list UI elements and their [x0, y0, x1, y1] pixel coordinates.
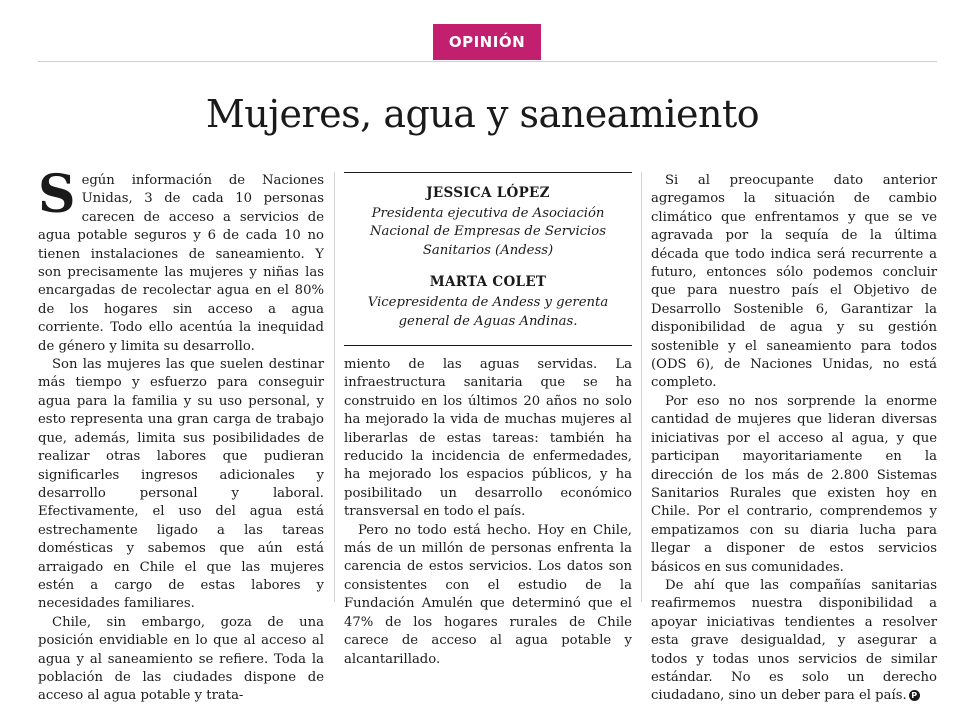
- column-divider-1: [334, 172, 335, 602]
- column-divider-2: [641, 172, 642, 602]
- author-role-1: Presidenta ejecutiva de Asociación Nacional de Empresas de Servicios Sanitarios (Andess): [370, 206, 606, 258]
- paragraph-1: [38, 164, 324, 356]
- section-tag: [433, 24, 541, 60]
- paragraph-8-text: De ahí que las compañías sanitarias reafirmemos nuestra disponibilidad a apoyar iniciativas tendientes a resolver esta grave desigualdad, y asegurar a todos y todas unos servicios de similar estándar. No es solo un derecho ciudadano, sino un deber para el país.: [651, 577, 937, 704]
- author-box-bottom-rule: [344, 345, 632, 346]
- author-box: [344, 172, 632, 346]
- section-label: OPINIÓN: [448, 33, 526, 51]
- paragraph-7: Por eso no nos sorprende la enorme cantidad de mujeres que lideran diversas iniciativas por el acceso al agua, y que participan mayoritariamente en la dirección de los más de 2.800 Sistemas Sanitarios Rurales que existen hoy en Chile. Por el contrario, comprendemos y empatizamos con su diaria lucha para llegar a disponer de estos servicios básicos en sus comunidades.: [651, 393, 937, 575]
- paragraph-6: Si al preocupante dato anterior agregamos la situación de cambio climático que enfrentamos y que se ve agravada por la sequía de la última década que todo indica será recurrente a futuro, entonces sólo podemos concluir que para nuestro país el Objetivo de Desarrollo Sostenible 6, Garantizar la disponibilidad de agua y su gestión sostenible y el saneamiento para todos (ODS 6), de Naciones Unidas, no está completo.: [651, 173, 937, 391]
- author-box-top-rule: [344, 172, 632, 173]
- headline: Mujeres, agua y saneamiento: [205, 92, 760, 136]
- author-name-2: MARTA COLET: [429, 274, 547, 291]
- top-divider: [38, 61, 937, 62]
- author-name-1: JESSICA LÓPEZ: [426, 185, 550, 201]
- column-3: [651, 172, 937, 706]
- paragraph-3: Chile, sin embargo, goza de una posición envidiable en lo que al acceso al agua y al saneamiento se refiere. Toda la población de las ciudades dispone de acceso al agua potable y trata-: [38, 614, 324, 704]
- paragraph-1-text: egún información de Naciones Unidas, 3 de cada 10 personas carecen de acceso a servicios de agua potable seguros y 6 de cada 10 no tienen instalaciones de saneamiento. Y son precisamente las mujeres y niñas las encargadas de recolectar agua en el 80% de los hogares sin acceso a agua corriente. Todo ello acentúa la inequidad de género y limita su desarrollo.: [38, 173, 324, 354]
- column-2: [344, 356, 632, 669]
- author-block-2: [344, 274, 632, 331]
- dropcap: S: [38, 164, 76, 225]
- author-block-1: [344, 185, 632, 260]
- paragraph-8: [651, 577, 937, 706]
- paragraph-4: miento de las aguas servidas. La infraestructura sanitaria que se ha construido en los últimos 20 años no solo ha mejorado la vida de muchas mujeres al liberarlas de estas tareas: también ha reducido la incidencia de enfermedades, ha mejorado los espacios públicos, y ha posibilitado un desarrollo económico transversal en todo el país.: [344, 357, 632, 520]
- paragraph-5: Pero no todo está hecho. Hoy en Chile, más de un millón de personas enfrenta la carencia de estos servicios. Los datos son consistentes con el estudio de la Fundación Amulén que determinó que el 47% de los hogares rurales de Chile carece de acceso al agua potable y alcantarillado.: [344, 522, 632, 667]
- paragraph-2: Son las mujeres las que suelen destinar más tiempo y esfuerzo para conseguir agua para la familia y su uso personal, y esto representa una gran carga de trabajo que, además, limita sus posibilidades de realizar otras labores que pudieran significarles ingresos adicionales y desarrollo personal y laboral. Efectivamente, el uso del agua está estrechamente ligado a las tareas domésticas y sabemos que aún está arraigado en Chile el que las mujeres estén a cargo de estas labores y necesidades familiares.: [38, 357, 324, 612]
- author-role-2: Vicepresidenta de Andess y gerenta general de Aguas Andinas.: [367, 295, 609, 329]
- end-mark-icon: P: [909, 690, 920, 701]
- column-1: [38, 164, 324, 706]
